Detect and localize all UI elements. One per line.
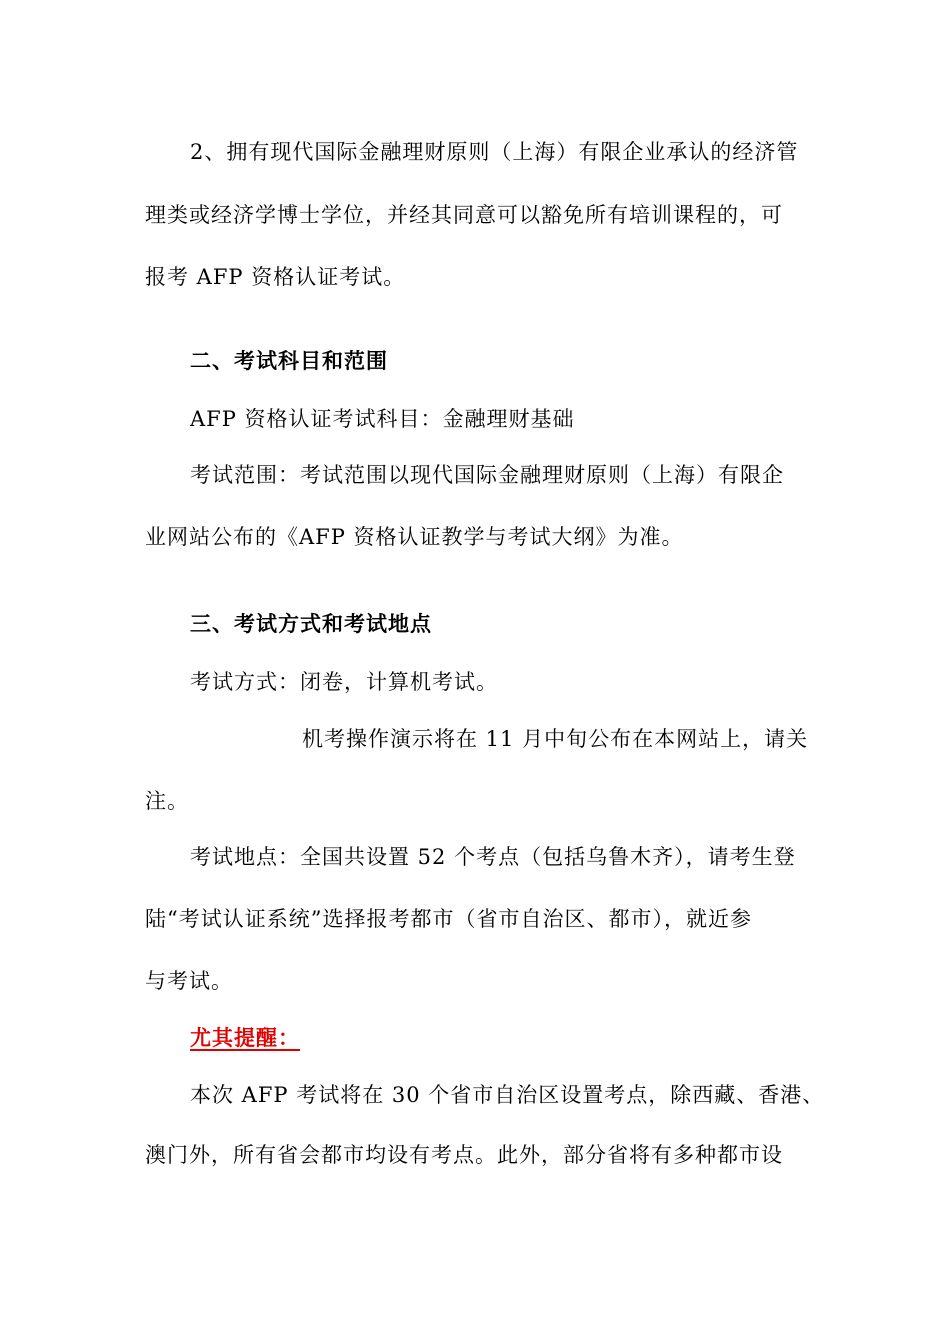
- section3-heading: 三、考试方式和考试地点: [190, 612, 432, 636]
- demo-notice-line1: 机考操作演示将在 11 月中旬公布在本网站上，请关: [302, 727, 809, 751]
- exam-location-line1: 考试地点：全国共设置 52 个考点（包括乌鲁木齐），请考生登: [190, 845, 796, 869]
- item2-line2: 理类或经济学博士学位，并经其同意可以豁免所有培训课程的，可: [145, 203, 783, 227]
- special-reminder-label: 尤其提醒：: [190, 1026, 300, 1050]
- section2-heading: 二、考试科目和范围: [190, 349, 388, 373]
- exam-method: 考试方式：闭卷，计算机考试。: [190, 670, 498, 694]
- exam-subject: AFP 资格认证考试科目：金融理财基础: [190, 407, 575, 431]
- exam-scope-line1: 考试范围：考试范围以现代国际金融理财原则（上海）有限企: [190, 463, 784, 487]
- item2-line1: 2、拥有现代国际金融理财原则（上海）有限企业承认的经济管: [190, 140, 799, 164]
- reminder-line2: 澳门外，所有省会都市均设有考点。此外，部分省将有多种都市设: [145, 1143, 783, 1167]
- demo-notice-line2: 注。: [145, 789, 189, 813]
- exam-location-line2: 陆“考试认证系统”选择报考都市（省市自治区、都市），就近参: [145, 907, 752, 931]
- reminder-line1: 本次 AFP 考试将在 30 个省市自治区设置考点，除西藏、香港、: [190, 1083, 825, 1107]
- item2-line3: 报考 AFP 资格认证考试。: [145, 265, 406, 289]
- exam-location-line3: 与考试。: [145, 969, 233, 993]
- exam-scope-line2: 业网站公布的《AFP 资格认证教学与考试大纲》为准。: [145, 525, 684, 549]
